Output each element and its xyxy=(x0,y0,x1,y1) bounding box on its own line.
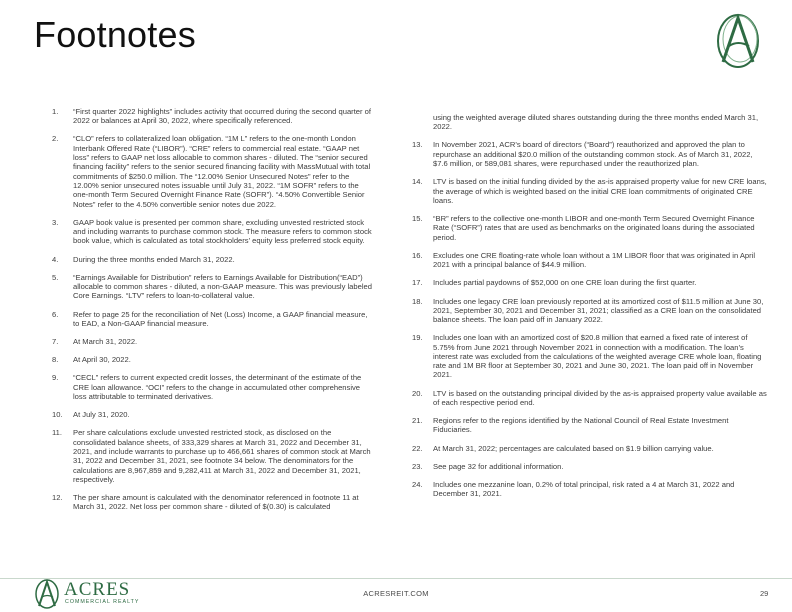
footnote-text: GAAP book value is presented per common share, excluding unvested restricted stock and including warrants to purchase common stock. The measure refers to common stock book value, which is calculated as total stockholders’ equity less preferred stock equity. xyxy=(73,217,372,246)
footnote-item xyxy=(412,333,767,379)
footnote-item xyxy=(412,389,767,408)
footnote-text: Includes one mezzanine loan, 0.2% of total principal, risk rated a 4 at March 31, 2022 and December 31, 2021. xyxy=(433,480,735,499)
footnote-item xyxy=(52,355,372,364)
footnote-text: Excludes one CRE floating-rate whole loan without a 1M LIBOR floor that was originated in April 2021 with a principal balance of $44.9 million. xyxy=(433,250,756,270)
footnote-text: Includes partial paydowns of $52,000 on one CRE loan during the first quarter. xyxy=(433,278,697,288)
footnote-number: 2. xyxy=(52,134,59,144)
footnote-item xyxy=(52,373,372,401)
footnote-item xyxy=(412,214,767,242)
footnote-text: LTV is based on the outstanding principal divided by the as-is appraised property value available as of each respective period end. xyxy=(433,388,767,407)
footnote-text: During the three months ended March 31, 2022. xyxy=(73,254,235,264)
footnote-number: 20. xyxy=(412,388,423,398)
footnote-number: 6. xyxy=(52,309,59,319)
footnote-item xyxy=(52,410,372,419)
footnote-text: “BR” refers to the collective one-month LIBOR and one-month Term Secured Overnight Finance Rate (“SOFR”) rates that are used as benchmarks on the originated loans during the associated period. xyxy=(433,214,755,242)
footnote-number: 19. xyxy=(412,333,423,343)
footnote-item xyxy=(412,416,767,435)
footnote-number: 22. xyxy=(412,443,423,453)
footnote-text: Includes one legacy CRE loan previously reported at its amortized cost of $11.5 million at June 30, 2021, September 30, 2021 and December 31, 2021; classified as a CRE loan on the consolidated balance sheets. The loan paid off in January 2022. xyxy=(433,296,764,325)
page-number: 29 xyxy=(760,589,769,598)
footnote-text: See page 32 for additional information. xyxy=(433,461,564,471)
footnote-item xyxy=(412,462,767,471)
footnote-item xyxy=(412,444,767,453)
footnote-text: At March 31, 2022. xyxy=(73,336,138,346)
footnote-text: In November 2021, ACR’s board of directors (“Board”) reauthorized and approved the plan to repurchase an additional $20.0 million of the outstanding common stock. As of March 31, 2022, $7.6 million, or 589,081 shares, were repurchased under the reauthorized plan. xyxy=(433,140,753,169)
footnote-text: “Earnings Available for Distribution” refers to Earnings Available for Distribution(“EAD”) allocable to common shares - diluted, a non-GAAP measure. This was previously labeled Core Earnings. “LTV” refers to loan-to-collateral value. xyxy=(73,272,372,301)
footnote-text: The per share amount is calculated with the denominator referenced in footnote 11 at March 31, 2022. Net loss per common share - diluted of $(0.30) is calculated xyxy=(73,493,359,512)
footnote-item xyxy=(52,134,372,208)
footnote-number: 16. xyxy=(412,250,423,260)
footnote-item xyxy=(52,493,372,512)
footnote-number: 4. xyxy=(52,254,59,264)
footnote-text: Includes one loan with an amortized cost of $20.8 million that earned a fixed rate of interest of 5.75% from June 2021 through November 2021 in connection with a modification. The loan’s interest rate was excluded from the calculations of the weighted average CRE whole loan, floating rate and 1M BR floor at September 30, 2021 and June 30, 2021. The loan paid off in November 2021. xyxy=(433,333,762,380)
footnote-number: 24. xyxy=(412,480,423,489)
footnote-number: 23. xyxy=(412,461,423,471)
footnote-item xyxy=(412,140,767,168)
footnote-text: “First quarter 2022 highlights” includes activity that occurred during the second quarter of 2022 or balances at April 30, 2022, where specifically referenced. xyxy=(73,107,371,126)
footnote-item xyxy=(52,337,372,346)
footnote-number: 8. xyxy=(52,355,59,365)
footnote-item xyxy=(412,251,767,270)
footnote-text: At April 30, 2022. xyxy=(73,355,131,365)
brand-tagline: COMMERCIAL REALTY xyxy=(65,599,140,605)
footnote-text: “CLO” refers to collateralized loan obligation. “1M L” refers to the one-month London Interbank Offered Rate (“LIBOR”). “CRE” refers to commercial real estate. “GAAP net loss” refers to GAAP net loss allocable to common shares - diluted. The “senior secured financing facility” refers to the senior secured financing facility with MassMutual with total commitments of $250.0 million. The “12.00% Senior Unsecured Notes” refer to the 12.00% senior unsecured notes issuable until July 31, 2022. “1M SOFR” refers to the one-month Term Secured Overnight Finance Rate (SOFR”). “4.50% Convertible Senior Notes” refer to the 4.50% convertible senior notes due 2022. xyxy=(73,134,371,209)
footnotes-left-column xyxy=(52,107,372,520)
footnote-number: 13. xyxy=(412,140,423,150)
footnote-number: 7. xyxy=(52,336,59,346)
footnote-item xyxy=(52,428,372,484)
footnote-text: “CECL” refers to current expected credit losses, the determinant of the estimate of the CRE loan allowance. “OCI” refers to the change in accumulated other comprehensive loss attributable to terminated derivatives. xyxy=(73,373,362,401)
footnote-number: 9. xyxy=(52,373,59,383)
footnote-item xyxy=(52,310,372,329)
footnote-number: 1. xyxy=(52,107,59,116)
footnote-text: LTV is based on the initial funding divided by the as-is appraised property value for new CRE loans, the average of which is weighted based on the initial CRE loan commitments of originated CRE loans. xyxy=(433,177,767,205)
footnote-text: Per share calculations exclude unvested restricted stock, as disclosed on the consolidated balance sheets, of 333,329 shares at March 31, 2022 and December 31, 2021, and include warrants to purchase up to 466,661 shares of common stock at March 31, 2022 and December 31, 2021, see footnote 34 below. The denominators for the calculations are 8,967,859 and 9,282,411 at March 31, 2022 and December 31, 2021, respectively. xyxy=(73,428,371,484)
footnote-number: 3. xyxy=(52,217,59,227)
footnote-text: Refer to page 25 for the reconciliation of Net (Loss) Income, a GAAP financial measure, to EAD, a Non-GAAP financial measure. xyxy=(73,309,368,328)
footnote-number: 11. xyxy=(52,428,62,438)
acres-logo xyxy=(703,10,773,70)
footnote-item xyxy=(52,255,372,264)
footnote-number: 17. xyxy=(412,278,423,288)
footnote-number: 5. xyxy=(52,272,59,282)
footnote-number: 12. xyxy=(52,493,63,502)
footnote-text: At March 31, 2022; percentages are calculated based on $1.9 billion carrying value. xyxy=(433,443,714,453)
footnote-item xyxy=(52,218,372,246)
footnote-number: 14. xyxy=(412,177,423,187)
footnotes-right-column xyxy=(412,113,767,507)
footnote-text: At July 31, 2020. xyxy=(73,410,130,420)
footnote-item xyxy=(412,177,767,205)
footnote-12-continued: using the weighted average diluted shares outstanding during the three months ended March 31, 2022. xyxy=(433,113,759,132)
footnote-item xyxy=(52,273,372,301)
brand-name: ACRES xyxy=(64,579,131,600)
footnote-item xyxy=(412,297,767,325)
footnote-item xyxy=(412,480,767,499)
footnote-number: 21. xyxy=(412,416,423,426)
footnote-text: Regions refer to the regions identified by the National Council of Real Estate Investment Fiduciaries. xyxy=(433,416,729,435)
footnote-item xyxy=(412,278,767,287)
footnote-number: 10. xyxy=(52,410,63,420)
footer-url-link[interactable]: ACRESREIT.COM xyxy=(363,589,429,598)
footnote-number: 18. xyxy=(412,296,423,306)
footnote-number: 15. xyxy=(412,214,423,224)
page-title: Footnotes xyxy=(34,14,196,55)
footnote-item xyxy=(52,107,372,126)
